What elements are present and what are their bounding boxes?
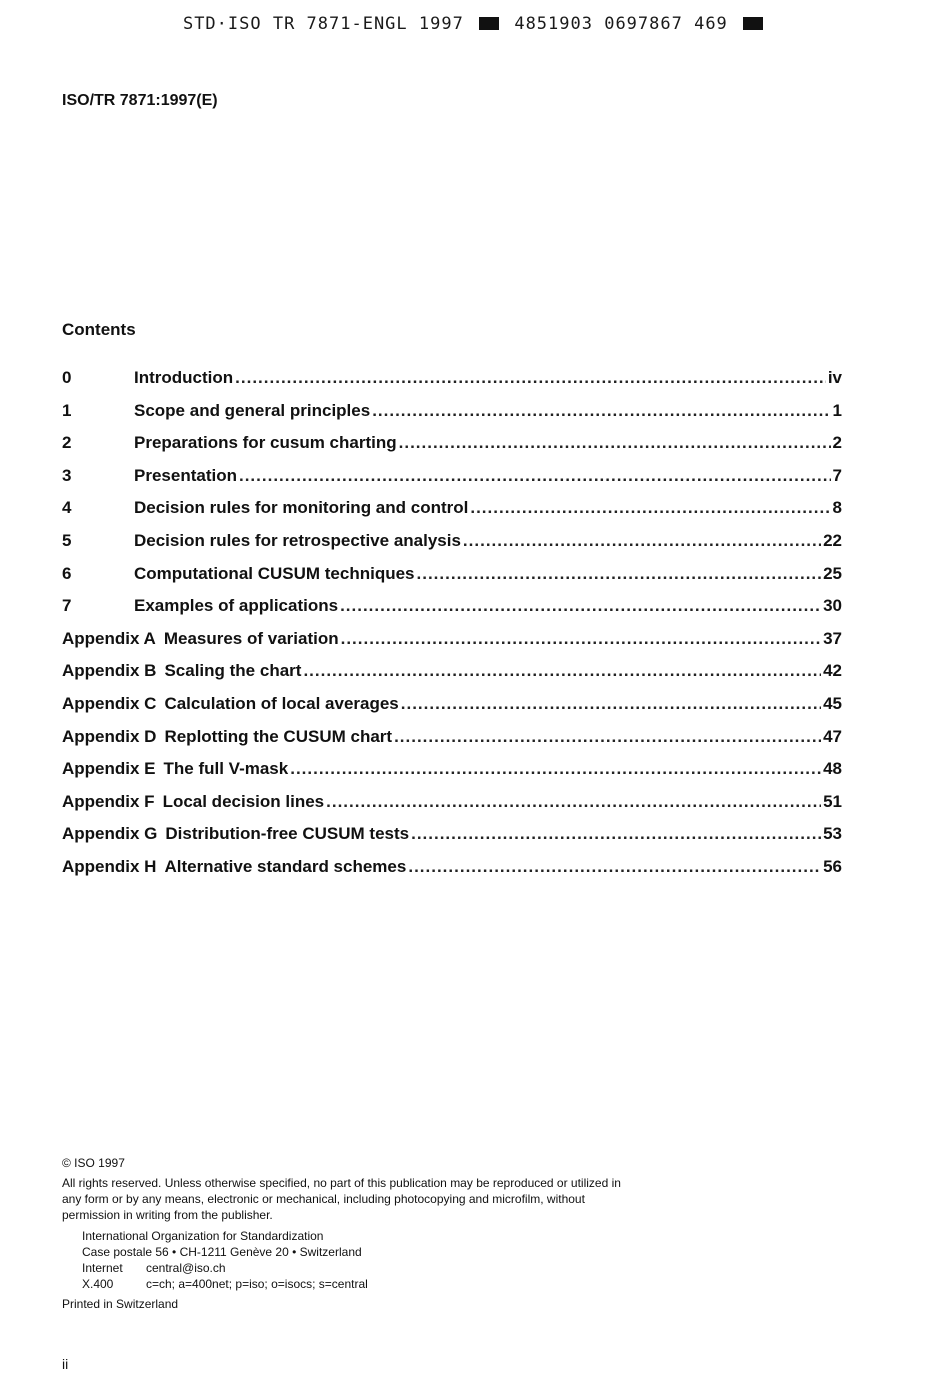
- dot-leader: [326, 792, 821, 812]
- appendix-page: 56: [823, 856, 842, 876]
- toc-entry-title: Decision rules for monitoring and control: [134, 498, 469, 518]
- toc-appendix-entry[interactable]: [62, 727, 842, 760]
- rights-statement: All rights reserved. Unless otherwise specified, no part of this publication may be reproduced or utilized in any form or by any means, electronic or mechanical, including photocopying and microfilm, without permission in writing from the publisher.: [62, 1176, 621, 1222]
- scan-header-code: [0, 14, 950, 34]
- toc-entry[interactable]: [62, 564, 842, 597]
- toc-entry-number: 1: [62, 400, 72, 420]
- x400-label: X.400: [82, 1277, 114, 1291]
- dot-leader: [399, 433, 831, 453]
- toc-entry[interactable]: [62, 466, 842, 499]
- toc-entry-page: 30: [823, 596, 842, 616]
- toc-appendix-entry[interactable]: [62, 824, 842, 857]
- appendix-title: Calculation of local averages: [164, 693, 399, 713]
- dot-leader: [290, 759, 821, 779]
- appendix-title: Alternative standard schemes: [164, 856, 407, 876]
- toc-entry[interactable]: [62, 368, 842, 401]
- toc-entry[interactable]: [62, 401, 842, 434]
- appendix-label: Appendix B: [62, 661, 157, 681]
- toc-entry[interactable]: [62, 498, 842, 531]
- internet-value[interactable]: central@iso.ch: [146, 1261, 226, 1275]
- toc-appendix-entry[interactable]: [62, 661, 842, 694]
- header-code-part1: STD·ISO TR 7871-ENGL 1997: [182, 14, 464, 34]
- appendix-label: Appendix A: [62, 628, 156, 648]
- dot-leader: [417, 564, 822, 584]
- toc-entry-title: Examples of applications: [134, 596, 339, 616]
- toc-entry-title: Scope and general principles: [134, 400, 371, 420]
- toc-entry-page: 7: [832, 465, 842, 485]
- dot-leader: [340, 596, 821, 616]
- appendix-page: 37: [823, 628, 842, 648]
- dot-leader: [372, 401, 830, 421]
- toc-entry-page: 22: [823, 530, 842, 550]
- table-of-contents: [62, 368, 842, 890]
- toc-entry-title: Introduction: [134, 368, 234, 387]
- appendix-title: Local decision lines: [162, 791, 325, 811]
- header-code-part2: 4851903 0697867 469: [514, 14, 728, 34]
- dot-leader: [303, 661, 821, 681]
- dot-leader: [411, 824, 821, 844]
- toc-appendix-entry[interactable]: [62, 759, 842, 792]
- appendix-title: The full V-mask: [163, 759, 289, 779]
- black-block-mark: [479, 17, 499, 30]
- appendix-label: Appendix D: [62, 726, 157, 746]
- appendix-page: 51: [823, 791, 842, 811]
- dot-leader: [239, 466, 831, 486]
- publisher-address: [82, 1228, 622, 1292]
- appendix-label: Appendix E: [62, 759, 156, 779]
- internet-row: [82, 1260, 622, 1276]
- appendix-page: 48: [823, 759, 842, 779]
- appendix-label: Appendix F: [62, 791, 155, 811]
- copyright-notice: © ISO 1997: [62, 1156, 125, 1170]
- toc-entry[interactable]: [62, 596, 842, 629]
- org-name: International Organization for Standardization: [82, 1229, 324, 1243]
- toc-entry[interactable]: [62, 433, 842, 466]
- appendix-page: 53: [823, 824, 842, 844]
- toc-entry-page: 1: [832, 400, 842, 420]
- dot-leader: [341, 629, 821, 649]
- toc-entry-number: 7: [62, 596, 72, 616]
- dot-leader: [463, 531, 821, 551]
- toc-entry-page: 2: [832, 433, 842, 453]
- dot-leader: [235, 368, 826, 388]
- printed-in: Printed in Switzerland: [62, 1297, 179, 1311]
- appendix-page: 45: [823, 693, 842, 713]
- toc-entry-page: 25: [823, 563, 842, 583]
- toc-entry-page: iv: [827, 368, 842, 387]
- toc-appendix-entry[interactable]: [62, 629, 842, 662]
- appendix-page: 42: [823, 661, 842, 681]
- toc-entry-title: Preparations for cusum charting: [134, 433, 397, 453]
- toc-entry[interactable]: [62, 531, 842, 564]
- appendix-title: Measures of variation: [163, 628, 339, 648]
- toc-entry-number: 3: [62, 465, 72, 485]
- toc-entry-number: 4: [62, 498, 72, 518]
- appendix-title: Distribution-free CUSUM tests: [165, 824, 410, 844]
- copyright-footer: [62, 1155, 622, 1312]
- toc-entry-title: Computational CUSUM techniques: [134, 563, 415, 583]
- page-number: ii: [62, 1356, 69, 1372]
- toc-entry-title: Decision rules for retrospective analysis: [134, 530, 461, 550]
- toc-appendix-entry[interactable]: [62, 792, 842, 825]
- appendix-label: Appendix G: [62, 824, 158, 844]
- x400-value: c=ch; a=400net; p=iso; o=isocs; s=central: [146, 1277, 368, 1291]
- appendix-title: Replotting the CUSUM chart: [164, 726, 393, 746]
- document-id: ISO/TR 7871:1997(E): [62, 92, 218, 109]
- dot-leader: [408, 857, 821, 877]
- toc-entry-number: 2: [62, 433, 72, 453]
- x400-row: [82, 1276, 622, 1292]
- appendix-page: 47: [823, 726, 842, 746]
- postal-address: Case postale 56 • CH-1211 Genève 20 • Switzerland: [82, 1245, 362, 1259]
- internet-label: Internet: [82, 1261, 123, 1275]
- toc-entry-number: 5: [62, 530, 72, 550]
- appendix-label: Appendix H: [62, 856, 157, 876]
- toc-entry-title: Presentation: [134, 465, 237, 485]
- toc-appendix-entry[interactable]: [62, 857, 842, 890]
- dot-leader: [394, 727, 821, 747]
- appendix-label: Appendix C: [62, 693, 157, 713]
- dot-leader: [470, 498, 830, 518]
- contents-heading: Contents: [62, 320, 136, 339]
- dot-leader: [401, 694, 821, 714]
- appendix-title: Scaling the chart: [164, 661, 302, 681]
- toc-entry-page: 8: [832, 498, 842, 518]
- black-block-mark: [743, 17, 763, 30]
- toc-entry-number: 6: [62, 563, 72, 583]
- toc-appendix-entry[interactable]: [62, 694, 842, 727]
- toc-entry-number: 0: [62, 368, 72, 387]
